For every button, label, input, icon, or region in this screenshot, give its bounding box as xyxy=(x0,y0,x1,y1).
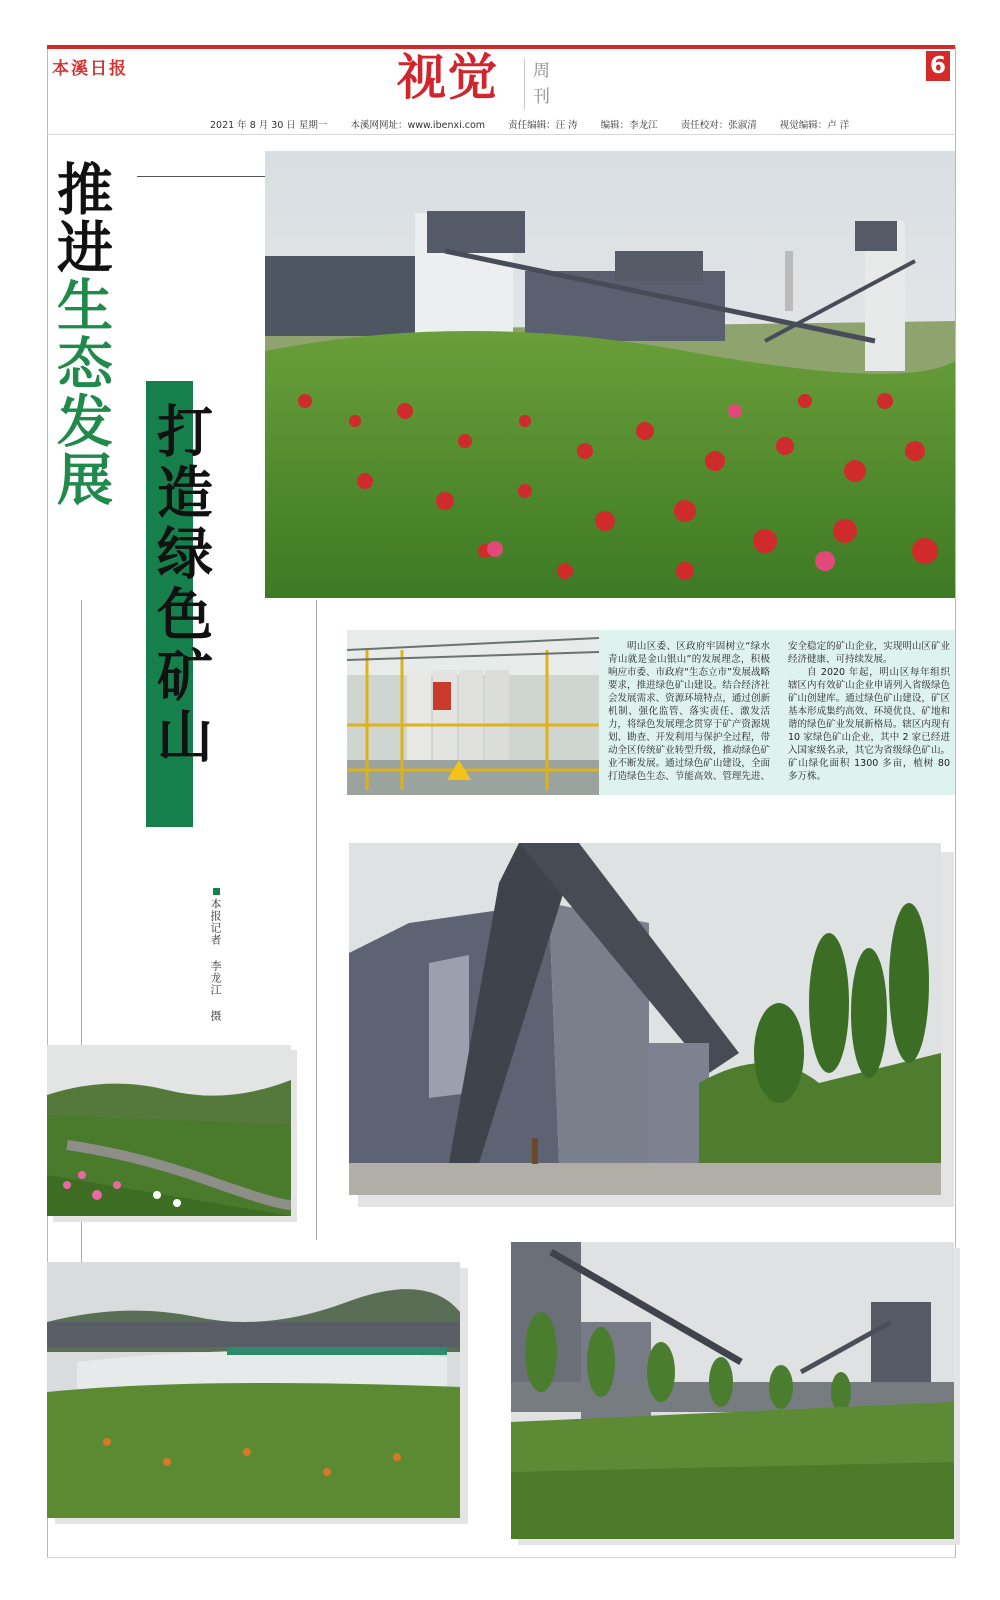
page-number: 6 xyxy=(926,51,950,81)
headline-part2: 生态发展 xyxy=(48,276,113,508)
chief-editor: 责任编辑：汪 涛 xyxy=(508,120,578,131)
website: 本溪网网址：www.ibenxi.com xyxy=(350,120,486,131)
top-red-rule xyxy=(47,45,955,49)
article-body xyxy=(608,640,950,783)
visual-editor: 视觉编辑：卢 洋 xyxy=(779,120,850,131)
header-divider xyxy=(47,134,954,135)
article-paragraph-2: 自 2020 年起，明山区每年组织辖区内有效矿山企业申请列入省级绿色矿山创建库。通过绿色矿山建设，矿区基本形成集约高效、环境优良、矿地和谐的绿色矿业发展新格局。辖区内现有 10 家绿色矿山企业，其中 2 家已经进入国家级名录，其它为省级绿色矿山。矿山绿化面积 1300 多亩，植树 80 多万株。 xyxy=(788,667,950,782)
column-divider-left xyxy=(81,600,82,1050)
photo-tailings-pond-image xyxy=(47,1262,460,1518)
headline-part1: 推进 xyxy=(48,160,113,276)
section-title: 视觉 xyxy=(397,49,500,106)
photo-green-hills-road-image xyxy=(47,1045,291,1216)
photo-mine-flower-field-image xyxy=(265,151,955,598)
title-rule xyxy=(137,176,265,177)
article-paragraph-1: 明山区委、区政府牢固树立“绿水青山就是金山银山”的发展理念，积极响应市委、市政府“生态立市”发展战略要求，推进绿色矿山建设。结合经济社会发展需求、资源环境特点，通过创新机制、强化监管、落实责任、激发活力，将绿色发展理念贯穿于矿产资源规划、勘查、开发利用与保护全过程，带动全区传统矿业转型升级，推动绿色矿业不断发展。通过绿色矿山建设，全面打造绿色生态、节能高效、管理先进、安全稳定的矿山企业，实现明山区矿业经济健康、可持续发展。 xyxy=(608,641,950,782)
photo-green-hills-road xyxy=(47,1045,291,1216)
issue-date: 2021 年 8 月 30 日 星期一 xyxy=(210,120,328,131)
photo-conveyor-trees-image xyxy=(511,1242,954,1539)
photo-workshop-interior-image xyxy=(347,630,599,795)
photo-mine-flower-field xyxy=(265,151,955,598)
headline xyxy=(48,160,113,508)
photo-conveyor-building xyxy=(349,843,941,1195)
page-meta-line xyxy=(210,117,869,131)
photo-conveyor-trees xyxy=(511,1242,954,1539)
photo-conveyor-building-image xyxy=(349,843,941,1195)
photo-workshop-interior xyxy=(347,630,599,795)
column-divider-center xyxy=(316,600,317,1240)
proofreader: 责任校对：张淑清 xyxy=(680,120,757,131)
photo-credit: 本报记者 李龙江 摄 xyxy=(209,898,222,1022)
credit-marker xyxy=(213,888,220,895)
editor: 编辑：李龙江 xyxy=(600,120,658,131)
photo-tailings-pond xyxy=(47,1262,460,1518)
subheadline: 打造绿色矿山 xyxy=(148,402,213,768)
section-subtitle: 周刊 xyxy=(524,58,555,110)
newspaper-masthead: 本溪日报 xyxy=(52,59,128,79)
